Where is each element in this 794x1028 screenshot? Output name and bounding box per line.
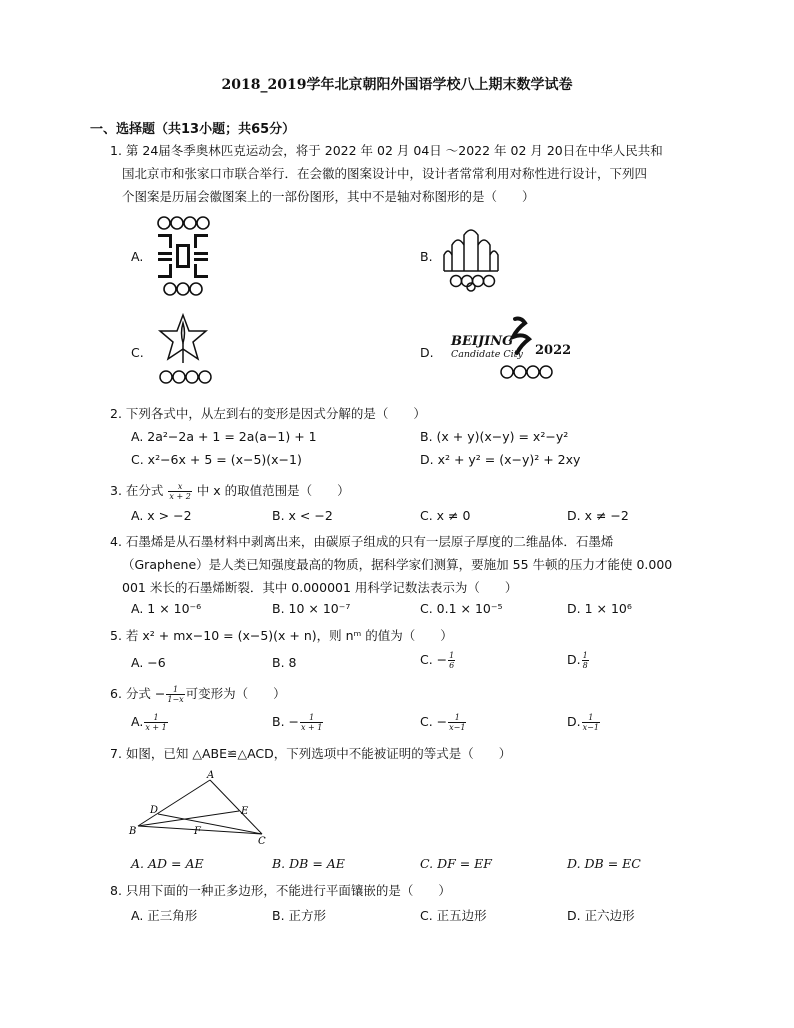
q4-option-a: A. 1 × 10⁻⁶ [131,601,202,616]
q6-stem: 6. 分式 − $\frac{1}{1-x}$ 可变形为（ ） [110,685,286,704]
q4-option-c: C. 0.1 × 10⁻⁵ [420,601,503,616]
q1-option-a-label: A. [131,249,144,264]
q3-option-a: A. x > −2 [131,508,192,523]
q2-option-c: C. x²−6x + 5 = (x−5)(x−1) [131,452,302,467]
q1-line3: 个图案是历届会徽图案上的一部份图形，其中不是轴对称图形的是（ ） [122,189,535,204]
q5-option-a: A. −6 [131,655,166,670]
q7-label-d: D [150,805,159,816]
q2-stem: 2. 下列各式中，从左到右的变形是因式分解的是（ ） [110,406,426,421]
q8-option-d: D. 正六边形 [567,908,635,923]
q1-logo-a-figure [152,214,214,298]
q8-option-a: A. 正三角形 [131,908,198,923]
q6-option-d: D. $\frac{1}{x-1}$ [567,713,599,732]
q7-label-e: E [241,806,249,817]
q1-line2: 国北京市和张家口市联合举行．在会徽的图案设计中，设计者常常利用对称性进行设计，下列四 [122,166,648,181]
beijing-logo-year: 2022 [535,343,572,358]
q7-label-b: B [129,826,137,837]
beijing-logo-text: BEIJING [451,334,514,349]
q3-stem [110,481,350,501]
q1-line1: 1. 第 24届冬季奥林匹克运动会，将于 2022 年 02 月 04日 ～2022 年 02 月 20日在中华人民共和 [110,143,663,158]
q7-label-a: A [207,770,215,781]
q5-option-b: B. 8 [272,655,297,670]
q6-option-b: B. − $\frac{1}{x + 1}$ [272,713,323,732]
q1-logo-d-figure [495,315,555,385]
q2-option-d: D. x² + y² = (x−y)² + 2xy [420,452,581,467]
q4-line2: （Graphene）是人类已知强度最高的物质，据科学家们测算，要施加 55 牛顿的压力才能使 0.000 [122,557,673,572]
q3-stem-post: 中 x 的取值范围是（ ） [196,483,350,498]
q4-option-b: B. 10 × 10⁻⁷ [272,601,351,616]
q4-line1: 4. 石墨烯是从石墨材料中剥离出来，由碳原子组成的只有一层原子厚度的二维晶体．石墨烯 [110,534,614,549]
q7-option-d: D. DB = EC [567,856,641,871]
q8-option-b: B. 正方形 [272,908,327,923]
section-heading: 一、选择题（共13小题；共65分） [90,122,296,137]
q1-option-c-label: C. [131,345,144,360]
q6-option-a: A. $\frac{1}{x + 1}$ [131,713,167,732]
q3-option-c: C. x ≠ 0 [420,508,471,523]
q7-triangle-figure [128,768,278,846]
beijing-logo-subtext: Candidate City [451,349,523,360]
q1-option-d-label: D. [420,345,434,360]
q3-fraction: $\frac{x}{x + 2}$ [169,482,191,501]
q3-option-b: B. x < −2 [272,508,333,523]
q5-option-c: C. − $\frac{1}{6}$ [420,651,455,670]
q4-line3: 001 米长的石墨烯断裂．其中 0.000001 用科学记数法表示为（ ） [122,580,518,595]
q4-option-d: D. 1 × 10⁶ [567,601,632,616]
q3-stem-pre: 3. 在分式 [110,483,164,498]
q2-option-a: A. 2a²−2a + 1 = 2a(a−1) + 1 [131,429,317,444]
page-title: 2018_2019学年北京朝阳外国语学校八上期末数学试卷 [221,77,573,93]
q8-stem: 8. 只用下面的一种正多边形，不能进行平面镶嵌的是（ ） [110,883,451,898]
q1-logo-b-figure [440,221,502,293]
q8-option-c: C. 正五边形 [420,908,487,923]
q5-stem: 5. 若 x² + mx−10 = (x−5)(x + n)，则 nᵐ 的值为（ ） [110,628,453,643]
q7-option-c: C. DF = EF [420,856,492,871]
q1-logo-c-figure [152,313,214,389]
q7-label-f: F [194,826,201,837]
q7-label-c: C [258,836,266,846]
q7-option-b: B. DB = AE [272,856,345,871]
q7-stem: 7. 如图，已知 △ABE≌△ACD，下列选项中不能被证明的等式是（ ） [110,746,512,761]
q2-option-b: B. (x + y)(x−y) = x²−y² [420,429,569,444]
q1-option-b-label: B. [420,249,433,264]
q6-option-c: C. − $\frac{1}{x-1}$ [420,713,466,732]
q7-option-a: A. AD = AE [131,856,204,871]
q3-option-d: D. x ≠ −2 [567,508,629,523]
q5-option-d: D. $\frac{1}{8}$ [567,651,588,670]
